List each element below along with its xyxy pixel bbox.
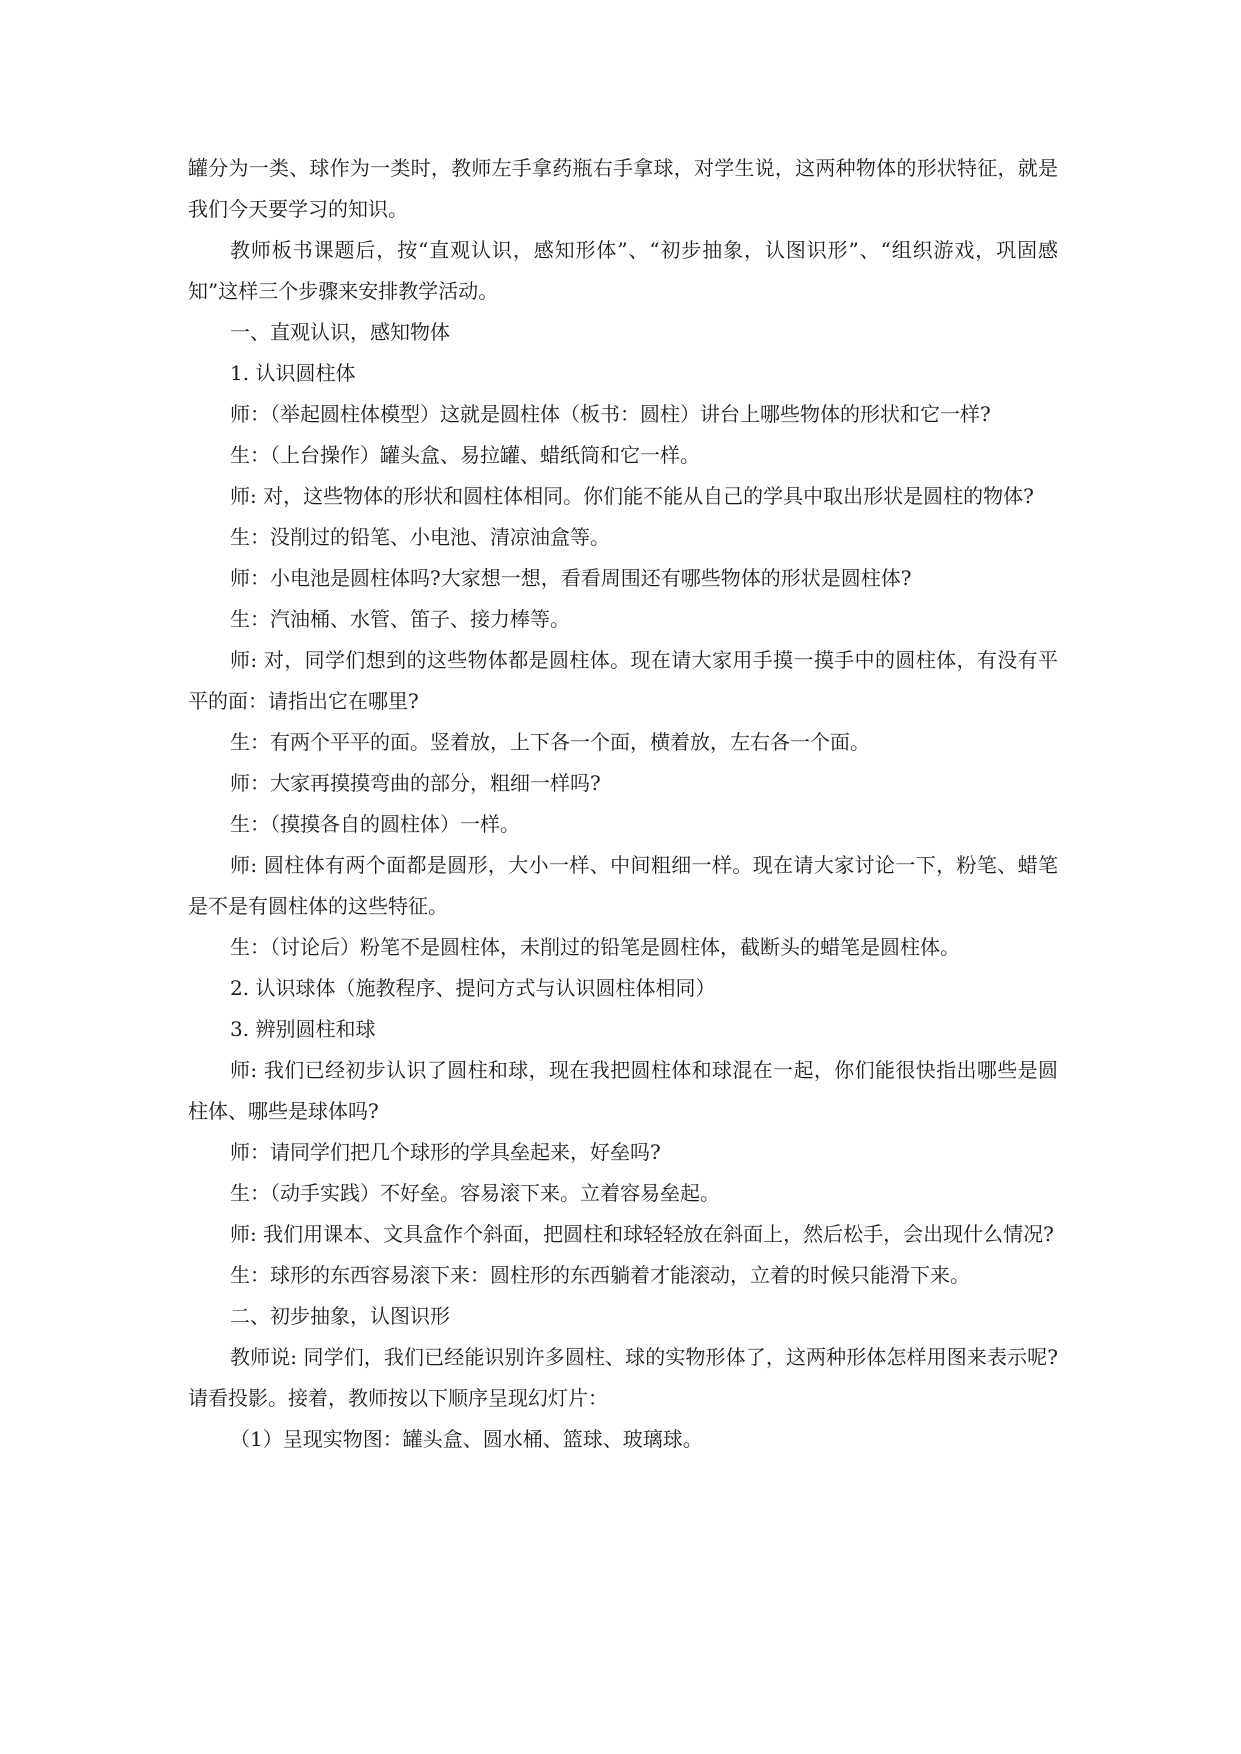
section-heading: 二、初步抽象，认图识形 xyxy=(230,1304,450,1328)
paragraph: 教师说: 同学们，我们已经能识别许多圆柱、球的实物形体了，这两种形体怎样用图来表示呢?请看投影。接着，教师按以下顺序呈现幻灯片： xyxy=(188,1345,1058,1410)
dialogue-line: 生：有两个平平的面。竖着放，上下各一个面，横着放，左右各一个面。 xyxy=(230,730,870,754)
dialogue-line: 师: 我们已经初步认识了圆柱和球，现在我把圆柱体和球混在一起，你们能很快指出哪些是圆柱体、哪些是球体吗? xyxy=(188,1058,1058,1123)
dialogue-line: 师：（举起圆柱体模型）这就是圆柱体（板书：圆柱）讲台上哪些物体的形状和它一样? xyxy=(230,402,991,426)
subsection-heading: 3. 辨别圆柱和球 xyxy=(230,1017,376,1041)
dialogue-line: 生：（动手实践）不好垒。容易滚下来。立着容易垒起。 xyxy=(230,1181,720,1205)
document-body xyxy=(188,148,1058,1460)
subsection-heading: 2. 认识球体（施教程序、提问方式与认识圆柱体相同） xyxy=(230,976,716,1000)
dialogue-line: 师: 圆柱体有两个面都是圆形，大小一样、中间粗细一样。现在请大家讨论一下，粉笔、蜡笔是不是有圆柱体的这些特征。 xyxy=(188,853,1058,918)
section-heading: 一、直观认识，感知物体 xyxy=(230,320,450,344)
subsection-heading: 1. 认识圆柱体 xyxy=(230,361,356,385)
dialogue-line: 生：汽油桶、水管、笛子、接力棒等。 xyxy=(230,607,570,631)
dialogue-line: 生：（摸摸各自的圆柱体）一样。 xyxy=(230,812,520,836)
list-item: （1）呈现实物图：罐头盒、圆水桶、篮球、玻璃球。 xyxy=(230,1427,703,1451)
dialogue-line: 师: 对，同学们想到的这些物体都是圆柱体。现在请大家用手摸一摸手中的圆柱体，有没有平平的面：请指出它在哪里? xyxy=(188,648,1058,713)
dialogue-line: 生：（上台操作）罐头盒、易拉罐、蜡纸筒和它一样。 xyxy=(230,443,700,467)
dialogue-line: 生：（讨论后）粉笔不是圆柱体，未削过的铅笔是圆柱体，截断头的蜡笔是圆柱体。 xyxy=(230,935,960,959)
dialogue-line: 师：请同学们把几个球形的学具垒起来，好垒吗? xyxy=(230,1140,661,1164)
dialogue-line: 师: 对，这些物体的形状和圆柱体相同。你们能不能从自己的学具中取出形状是圆柱的物体? xyxy=(230,484,1034,508)
dialogue-line: 生：没削过的铅笔、小电池、清凉油盒等。 xyxy=(230,525,610,549)
dialogue-line: 师：小电池是圆柱体吗?大家想一想，看看周围还有哪些物体的形状是圆柱体? xyxy=(230,566,912,590)
paragraph: 罐分为一类、球作为一类时，教师左手拿药瓶右手拿球，对学生说，这两种物体的形状特征，就是我们今天要学习的知识。 xyxy=(188,156,1058,221)
dialogue-line: 师: 我们用课本、文具盒作个斜面，把圆柱和球轻轻放在斜面上，然后松手，会出现什么情况? xyxy=(230,1222,1054,1246)
dialogue-line: 生：球形的东西容易滚下来：圆柱形的东西躺着才能滚动，立着的时候只能滑下来。 xyxy=(230,1263,970,1287)
dialogue-line: 师：大家再摸摸弯曲的部分，粗细一样吗? xyxy=(230,771,601,795)
paragraph: 教师板书课题后，按“直观认识，感知形体”、“初步抽象，认图识形”、“组织游戏，巩固感知”这样三个步骤来安排教学活动。 xyxy=(188,238,1058,303)
